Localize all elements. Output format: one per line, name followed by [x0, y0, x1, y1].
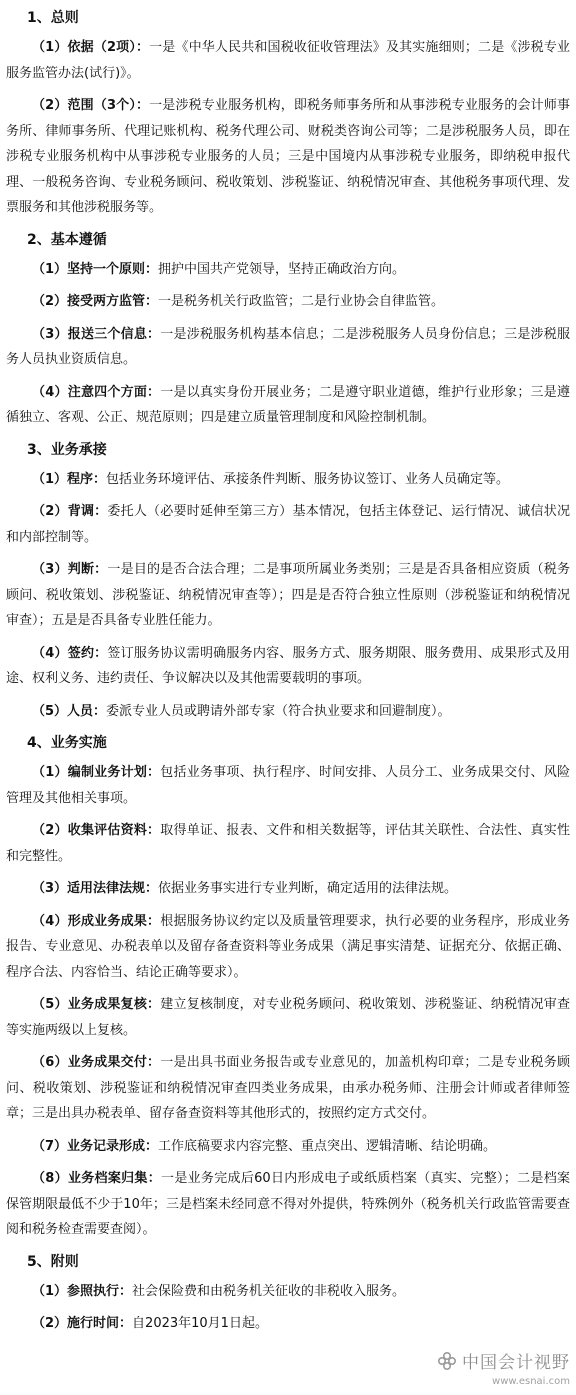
clause-text: 一是业务完成后60日内形成电子或纸质档案（真实、完整）；二是档案保管期限最低不少于10年；三是档案未经同意不得对外提供，特殊例外（税务机关行政监管需要查阅和税务检查需要查阅）。 [6, 1171, 571, 1237]
clause-label: （1）编制业务计划： [32, 765, 161, 780]
clause-text: 取得单证、报表、文件和相关数据等，评估其关联性、合法性、真实性和完整性。 [6, 823, 570, 864]
section-heading: 5、附则 [27, 1253, 79, 1270]
clause-paragraph [6, 557, 570, 634]
clause-paragraph [6, 909, 570, 986]
clause-text: 一是涉税专业服务机构，即税务师事务所和从事涉税专业服务的会计师事务所、律师事务所、代理记账机构、税务代理公司、财税类咨询公司等；二是涉税服务人员，即在涉税专业服务机构中从事涉税专业服务的人员；三是中国境内从事涉税专业服务，即纳税申报代理、一般税务咨询、专业税务顾问、税收策划、涉税鉴证、纳税情况审查、其他税务事项代理、发票服务和其他涉税服务等。 [6, 98, 570, 215]
clause-label: （7）业务记录形成： [32, 1138, 159, 1154]
clause-label: （5）人员： [32, 703, 107, 719]
clause-label: （4）注意四个方面： [32, 384, 161, 400]
clause-text: 一是税务机关行政监管；二是行业协会自律监管。 [158, 294, 445, 309]
clause-paragraph [6, 93, 570, 221]
clause-paragraph [6, 818, 570, 869]
clause-text: 一是涉税服务机构基本信息；二是涉税服务人员身份信息；三是涉税服务人员执业资质信息。 [6, 326, 570, 367]
clause-paragraph [6, 322, 570, 373]
esnai-logo-icon [436, 1350, 458, 1372]
clause-text: 签订服务协议需明确服务内容、服务方式、服务期限、服务费用、成果形式及用途、权利义务、违约责任、争议解决以及其他需要载明的事项。 [6, 645, 570, 686]
clause-text: 包括业务事项、执行程序、时间安排、人员分工、业务成果交付、风险管理及其他相关事项。 [6, 765, 570, 806]
watermark-url: www.esnai.com [492, 1376, 570, 1387]
clause-label: （2）收集评估资料： [32, 823, 161, 838]
clause-paragraph [6, 760, 570, 811]
clause-label: （6）业务成果交付： [32, 1055, 161, 1070]
clause-paragraph [6, 35, 570, 86]
clause-label: （3）报送三个信息： [32, 326, 161, 342]
clause-paragraph [6, 641, 570, 692]
clause-text: 一是出具书面业务报告或专业意见的，加盖机构印章；二是专业税务顾问、税收策划、涉税鉴证和纳税情况审查四类业务成果，由承办税务师、注册会计师或者律师签章；三是出具办税表单、留存备查资料等其他形式的，按照约定方式交付。 [6, 1055, 570, 1121]
clause-paragraph [6, 289, 570, 315]
clause-text: 自2023年10月1日起。 [132, 1316, 268, 1331]
clause-label: （4）形成业务成果： [32, 913, 161, 929]
clause-paragraph [6, 467, 570, 493]
section-heading: 2、基本遵循 [27, 231, 107, 248]
clause-paragraph [6, 699, 570, 725]
clause-text: 委派专业人员或聘请外部专家（符合执业要求和回避制度）。 [106, 703, 451, 719]
clause-label: （2）范围（3个）： [32, 98, 150, 113]
clause-text: 拥护中国共产党领导，坚持正确政治方向。 [158, 261, 406, 277]
clause-text: 一是以真实身份开展业务；二是遵守职业道德，维护行业形象；三是遵循独立、客观、公正、规范原则；四是建立质量管理制度和风险控制机制。 [6, 384, 570, 425]
clause-paragraph [6, 499, 570, 550]
section-heading: 4、业务实施 [27, 735, 107, 751]
clause-label: （1）程序： [32, 471, 107, 487]
clause-paragraph [6, 992, 570, 1043]
watermark-site-name: 中国会计视野 [462, 1353, 570, 1373]
clause-text: 委托人（必要时延伸至第三方）基本情况，包括主体登记、运行情况、诚信状况和内部控制等。 [6, 504, 570, 545]
clause-text: 一是《中华人民共和国税收征收管理法》及其实施细则；二是《涉税专业服务监管办法(试行)》。 [6, 40, 570, 81]
watermark [436, 1348, 570, 1373]
clause-text: 建立复核制度，对专业税务顾问、税收策划、涉税鉴证、纳税情况审查等实施两级以上复核。 [6, 997, 570, 1038]
clause-text: 一是目的是否合法合理；二是事项所属业务类别；三是是否具备相应资质（税务顾问、税收策划、涉税鉴证、纳税情况审查等）；四是是否符合独立性原则（涉税鉴证和纳税情况审查）；五是是否具备专业胜任能力。 [6, 562, 570, 628]
clause-paragraph [6, 1134, 570, 1160]
clause-label: （2）施行时间： [32, 1316, 133, 1331]
clause-label: （8）业务档案归集： [32, 1171, 162, 1186]
clause-paragraph [6, 876, 570, 902]
clause-label: （3）适用法律法规： [32, 881, 159, 896]
clause-paragraph [6, 257, 570, 283]
clause-paragraph [6, 1050, 570, 1127]
clause-paragraph [6, 1279, 570, 1305]
clause-text: 工作底稿要求内容完整、重点突出、逻辑清晰、结论明确。 [158, 1138, 497, 1154]
clause-text: 根据服务协议约定以及质量管理要求，执行必要的业务程序，形成业务报告、专业意见、办税表单以及留存备查资料等业务成果（满足事实清楚、证据充分、依据正确、程序合法、内容恰当、结论正确等要求）。 [6, 913, 570, 980]
clause-label: （2）接受两方监管： [32, 294, 159, 309]
clause-text: 社会保险费和由税务机关征收的非税收入服务。 [132, 1283, 406, 1299]
clause-paragraph [6, 1166, 570, 1243]
clause-text: 包括业务环境评估、承接条件判断、服务协议签订、业务人员确定等。 [106, 471, 510, 487]
clause-label: （1）参照执行： [32, 1283, 133, 1299]
clause-label: （1）坚持一个原则： [32, 261, 159, 277]
clause-label: （5）业务成果复核： [32, 997, 161, 1012]
clause-paragraph [6, 1311, 570, 1337]
clause-label: （1）依据（2项）： [32, 40, 150, 55]
section-heading: 3、业务承接 [27, 441, 107, 458]
clause-text: 依据业务事实进行专业判断，确定适用的法律法规。 [158, 881, 458, 896]
clause-label: （4）签约： [32, 645, 108, 661]
clause-label: （3）判断： [32, 562, 108, 577]
clause-label: （2）背调： [32, 504, 108, 519]
section-heading: 1、总则 [27, 10, 79, 26]
clause-paragraph [6, 380, 570, 431]
